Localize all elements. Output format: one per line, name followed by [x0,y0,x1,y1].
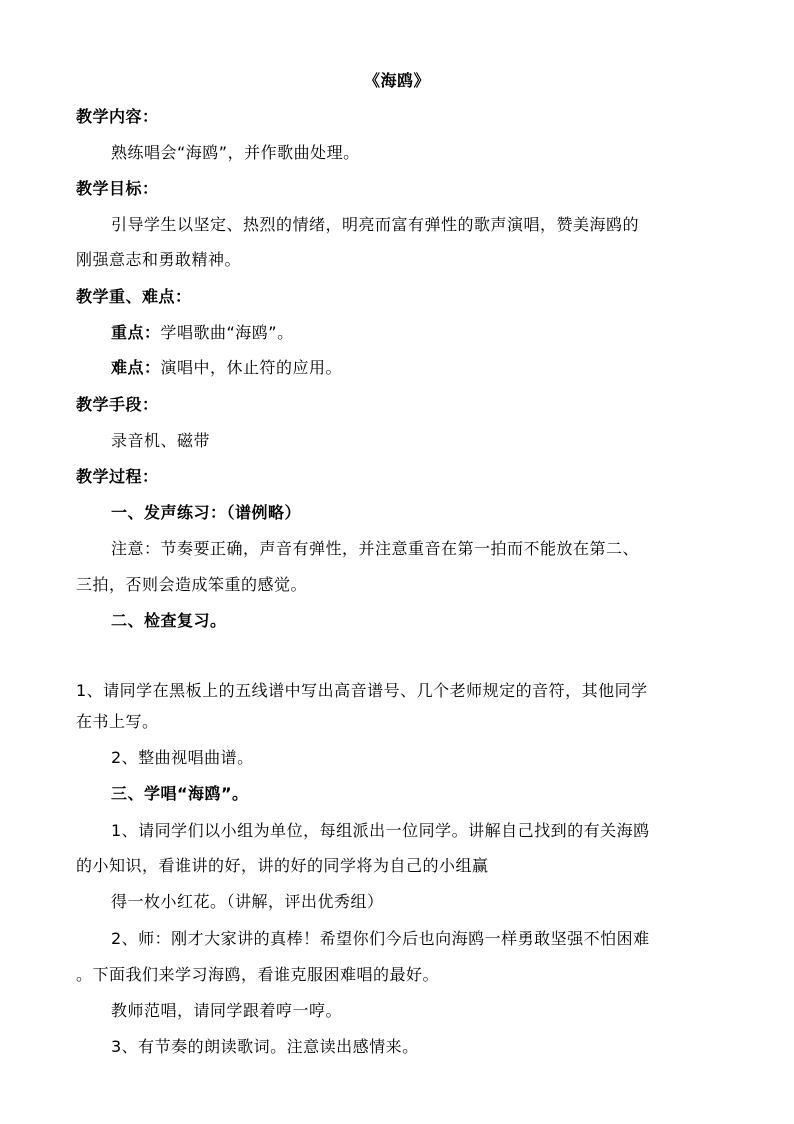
heading-content: 教学内容： [76,107,159,126]
step3-title: 三、学唱“海鸥”。 [111,784,249,803]
heading-goal: 教学目标： [76,179,159,198]
heading-process: 教学过程： [76,467,159,486]
key-point [111,323,294,343]
difficulty-label: 难点： [111,358,161,377]
step2-item1-line1: 1、请同学在黑板上的五线谱中写出高音谱号、几个老师规定的音符，其他同学 [76,681,648,700]
difficulty-point [111,358,342,378]
content-text: 熟练唱会“海鸥”，并作歌曲处理。 [111,143,360,162]
step3-item2-line1: 2、师：刚才大家讲的真棒！希望你们今后也向海鸥一样勇敢坚强不怕困难 [111,929,650,948]
difficulty-text: 演唱中，休止符的应用。 [160,358,343,377]
key-text: 学唱歌曲“海鸥”。 [160,323,294,342]
step2-item1-line2: 在书上写。 [76,712,159,731]
step3-item1-line2: 的小知识，看谁讲的好，讲的好的同学将为自己的小组赢 [76,856,489,875]
step1-note-line2: 三拍，否则会造成笨重的感觉。 [76,575,308,594]
step3-item1-line1: 1、请同学们以小组为单位，每组派出一位同学。讲解自己找到的有关海鸥 [111,821,650,840]
step3-item2-line3: 教师范唱，请同学跟着哼一哼。 [111,1001,343,1020]
step3-item1-line3: 得一枚小红花。（讲解，评出优秀组） [111,892,384,911]
step2-item2: 2、整曲视唱曲谱。 [111,748,254,767]
step1-note-line1: 注意：节奏要正确，声音有弹性，并注意重音在第一拍而不能放在第二、 [111,539,640,558]
step1-title: 一、发声练习：（谱例略） [111,503,302,522]
goal-text-line1: 引导学生以坚定、热烈的情绪，明亮而富有弹性的歌声演唱，赞美海鸥的 [111,215,640,234]
heading-key: 教学重、难点： [76,287,192,306]
page-title: 《海鸥》 [363,71,430,90]
key-label: 重点： [111,323,161,342]
step3-item2-line2: 。下面我们来学习海鸥，看谁克服困难唱的最好。 [76,965,440,984]
step3-item3: 3、有节奏的朗读歌词。注意读出感情来。 [111,1037,419,1056]
goal-text-line2: 刚强意志和勇敢精神。 [76,250,242,269]
tools-text: 录音机、磁带 [111,431,211,450]
step2-title: 二、检查复习。 [111,611,227,630]
heading-tools: 教学手段： [76,395,159,414]
